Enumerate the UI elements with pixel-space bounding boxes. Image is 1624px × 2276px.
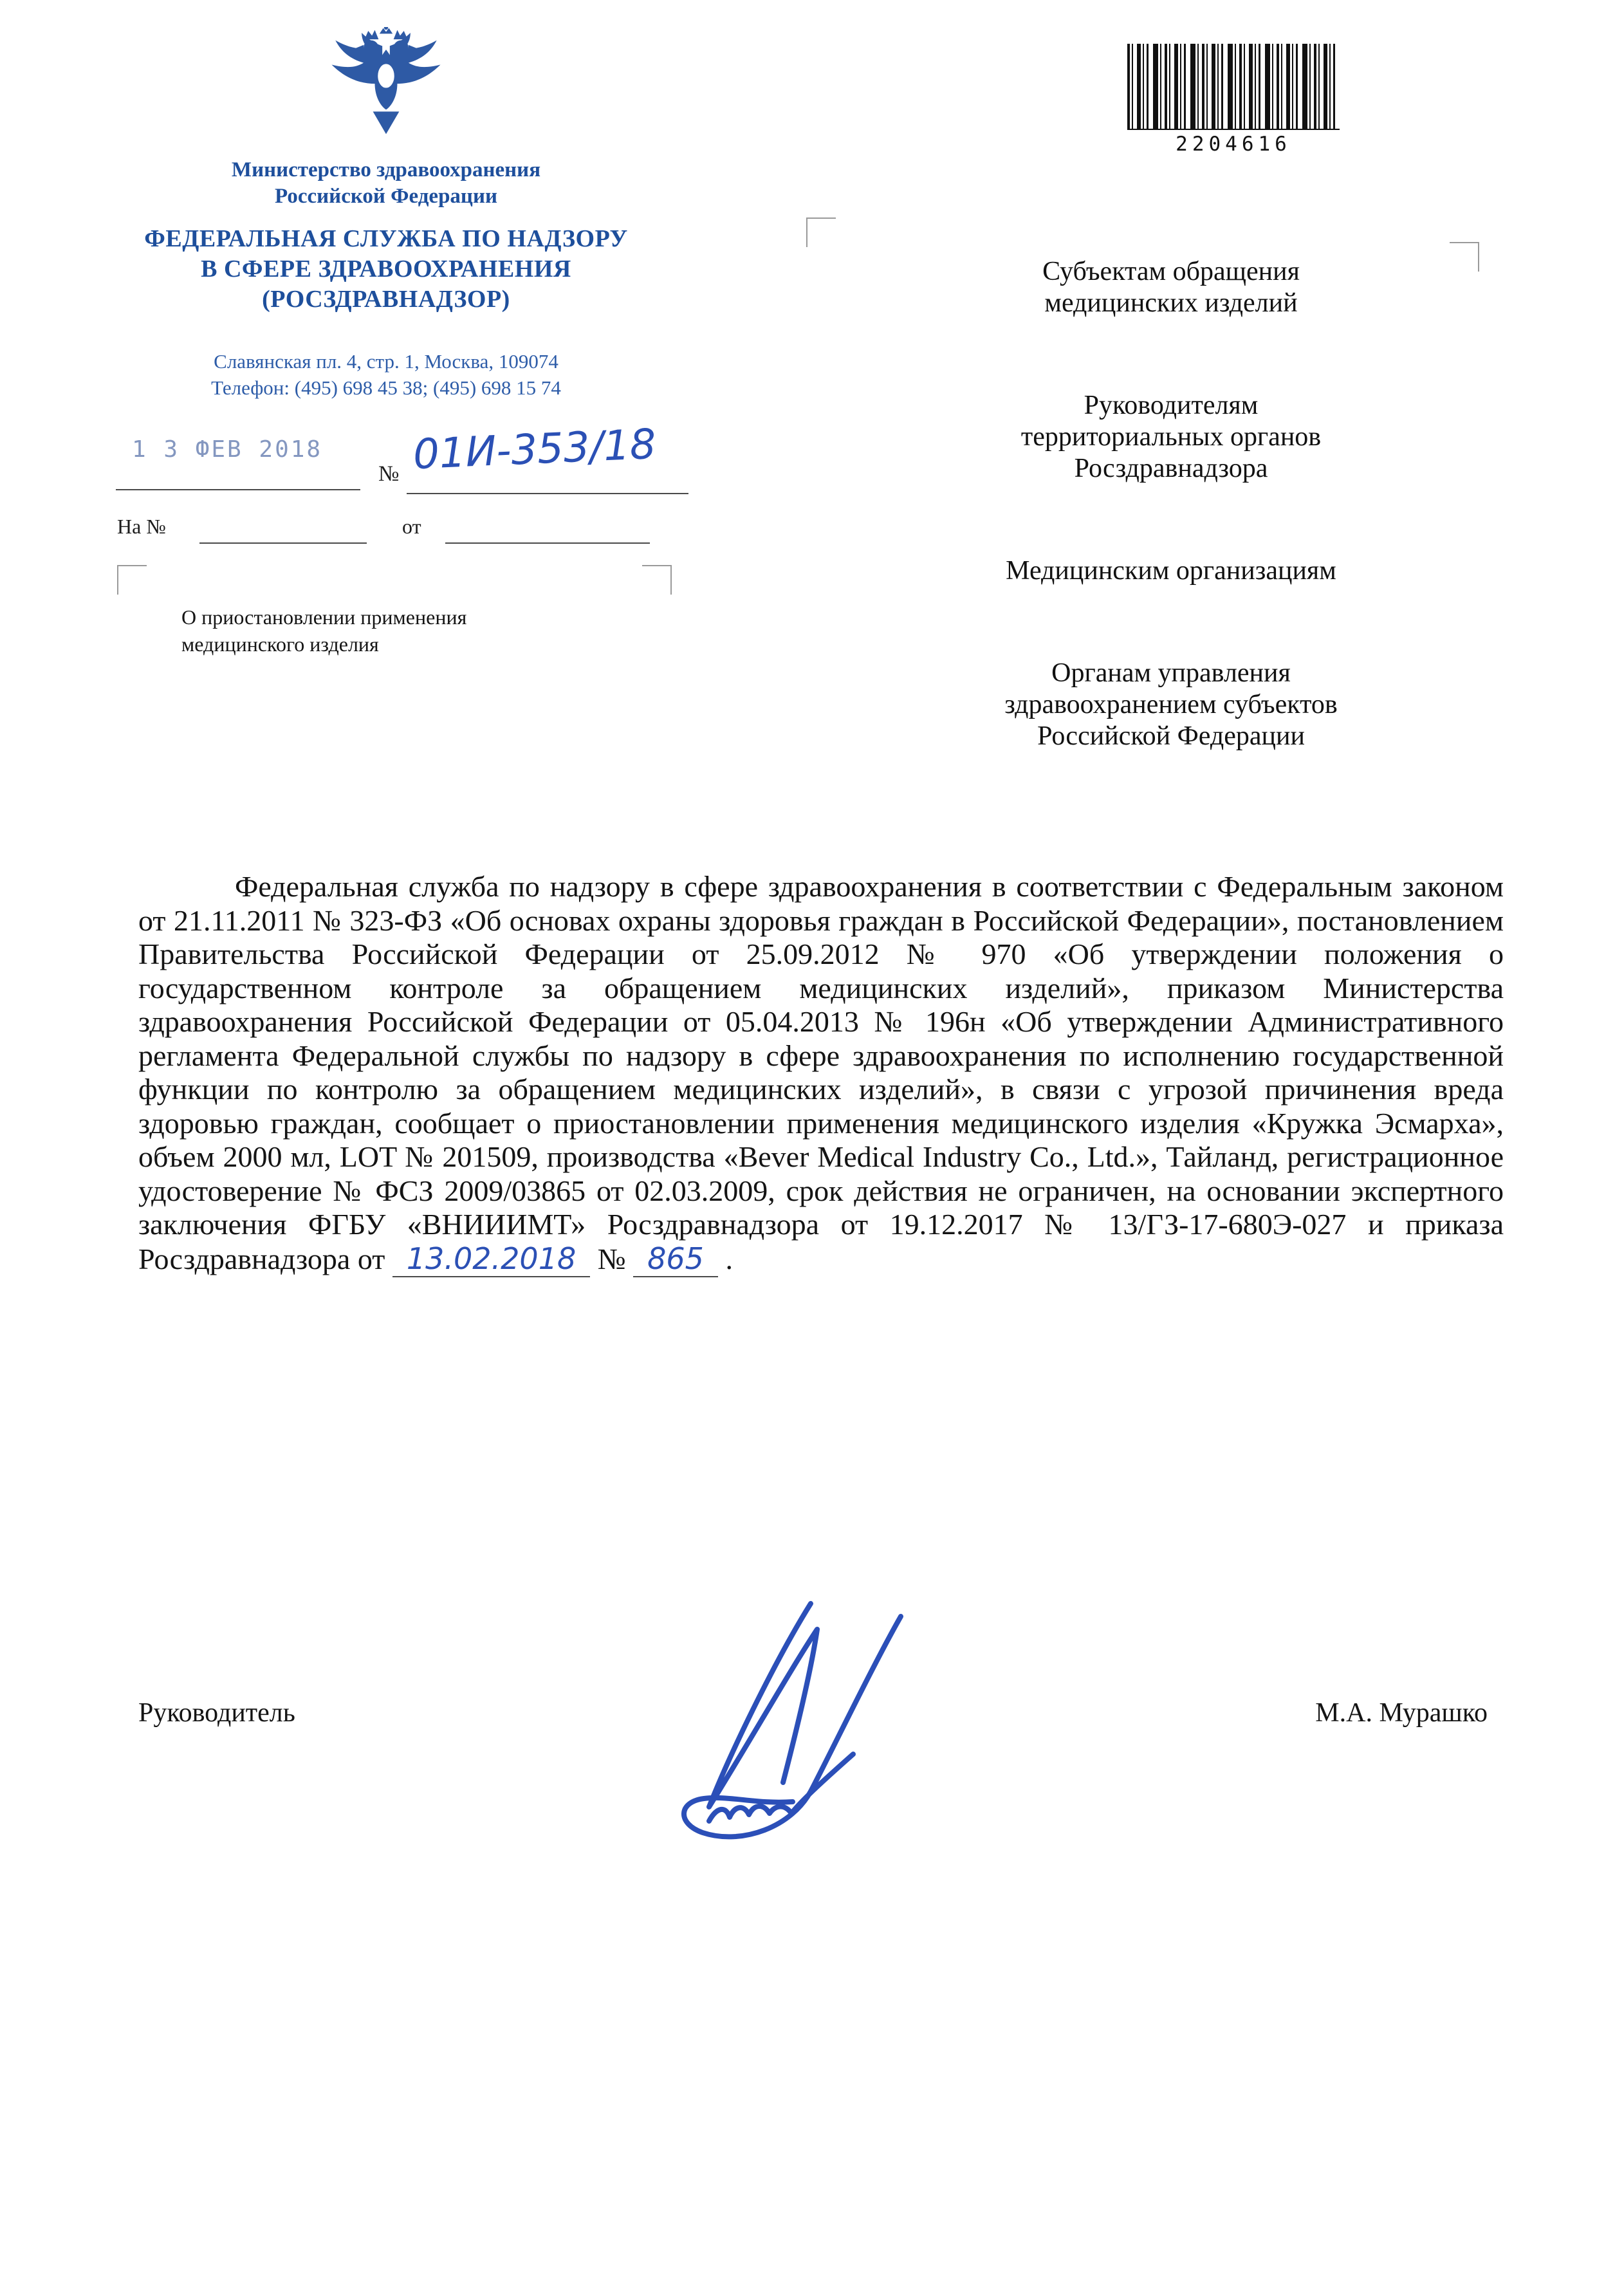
addressee-block (836, 658, 1506, 752)
addressee-list (836, 256, 1506, 823)
addressee-line: Медицинским организациям (1006, 556, 1336, 586)
subject-line-2: медицинского изделия (181, 633, 379, 656)
signer-position: Руководитель (138, 1698, 295, 1728)
service-line-3: (РОСЗДРАВНАДЗОР) (262, 286, 510, 313)
subject (181, 604, 632, 658)
body-paragraph (138, 870, 1504, 1276)
barcode (1127, 44, 1340, 156)
corner-mark-subject-right (642, 565, 672, 595)
coat-of-arms-icon (320, 27, 452, 145)
corner-mark-address-left (806, 217, 836, 247)
addressee-line: территориальных органов (1020, 422, 1322, 452)
barcode-bars-icon (1127, 44, 1340, 130)
number-fill-line (407, 493, 688, 494)
incoming-date-label: от (402, 515, 421, 538)
letterhead-phone: Телефон: (495) 698 45 38; (495) 698 15 74 (211, 376, 561, 399)
incoming-number-label: На № (117, 515, 166, 538)
corner-mark-subject-left (117, 565, 147, 595)
incoming-date-fill-line (445, 542, 650, 544)
addressee-block (836, 555, 1506, 587)
incoming-number-fill-line (199, 542, 367, 544)
service-name (77, 224, 695, 315)
body-main-text: Федеральная служба по надзору в сфере здравоохранения в соответствии с Федеральным законом от 21.11.2011 № 323-ФЗ «Об основах охраны здоровья граждан в Российской Федерации», постановлением Правительства Российской Федерации от 25.09.2012 № 970 «Об утверждении положения о государственном контроле за обращением медицинских изделий», приказом Министерства здравоохранения Российской Федерации от 05.04.2013 № 196н «Об утверждении Административного регламента Федеральной службы по надзору в сфере здравоохранения по исполнению государственной функции по контролю за обращением медицинских изделий», в связи с угрозой причинения вреда здоровью граждан, сообщает о приостановлении применения медицинского изделия «Кружка Эсмарха», объем 2000 мл, LOT № 201509, производства «Bever Medical Industry Co., Ltd.», Тайланд, регистрационное удостоверение № ФСЗ 2009/03865 от 02.03.2009, срок действия не ограничен, на основании экспертного заключения ФГБУ «ВНИИИМТ» Росздравнадзора от 19.12.2017 № 13/ГЗ-17-680Э-027 и приказа Росздравнадзора от (138, 870, 1504, 1275)
addressee-line: медицинских изделий (1044, 288, 1298, 318)
ministry-line-1: Министерство здравоохранения (231, 158, 541, 181)
order-number-sign: № (597, 1242, 626, 1275)
service-line-1: ФЕДЕРАЛЬНАЯ СЛУЖБА ПО НАДЗОРУ (144, 225, 628, 252)
addressee-line: Российской Федерации (1037, 721, 1305, 751)
addressee-line: Росздравнадзора (1074, 454, 1268, 483)
number-sign-label: № (378, 462, 400, 486)
letterhead-address: Славянская пл. 4, стр. 1, Москва, 109074 (214, 350, 558, 373)
ministry-name (77, 157, 695, 210)
service-line-2: В СФЕРЕ ЗДРАВООХРАНЕНИЯ (201, 255, 571, 282)
addressee-block (836, 256, 1506, 319)
addressee-line: Субъектам обращения (1042, 257, 1300, 286)
handwritten-order-date: 13.02.2018 (392, 1241, 590, 1277)
signer-name: М.А. Мурашко (1315, 1698, 1488, 1728)
letterhead (77, 27, 695, 401)
closing-period: . (725, 1242, 733, 1275)
addressee-line: Органам управления (1051, 658, 1291, 688)
addressee-line: Руководителям (1084, 391, 1259, 420)
signature-ink (598, 1577, 1010, 1860)
ministry-line-2: Российской Федерации (275, 185, 497, 208)
barcode-number: 2204616 (1176, 133, 1291, 156)
addressee-block (836, 390, 1506, 485)
date-fill-line (116, 489, 360, 490)
letterhead-contacts (77, 348, 695, 401)
handwritten-order-number: 865 (633, 1241, 718, 1277)
subject-line-1: О приостановлении применения (181, 606, 467, 629)
date-stamp: 1 3 ФЕВ 2018 (132, 436, 323, 463)
handwritten-outgoing-number: 01И-353/18 (412, 420, 657, 479)
addressee-line: здравоохранением субъектов (1004, 690, 1338, 719)
